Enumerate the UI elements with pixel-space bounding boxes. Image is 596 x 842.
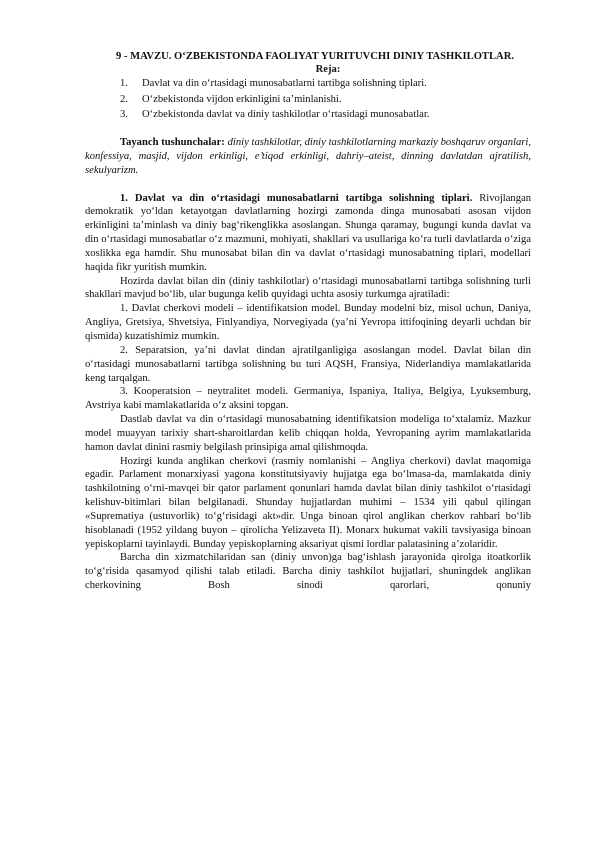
model-1-paragraph: 1. Davlat cherkovi modeli – identifikatsion model. Bunday modelni biz, misol uchun, Daniya, Angliya, Gretsiya, Shvetsiya, Finlyandiya, Norvegiyada (ya’ni Yevropa ittifoqining deyarli uchdan bir qismida) kuzatishimiz mumkin. bbox=[85, 303, 531, 342]
key-concepts-paragraph bbox=[85, 136, 531, 178]
plan-item-number: 1. bbox=[120, 78, 128, 90]
plan-item-number: 3. bbox=[120, 108, 128, 120]
body-paragraph: Barcha din xizmatchilaridan san (diniy unvon)ga bag‘ishlash jarayonida qirolga itoatkorlik to‘g‘risida qasamyod qilishi talab etiladi. Barcha diniy tashkilot hujjatlari, shuningdek anglikan cherkovining Bosh sinodi qarorlari, qonuniy bbox=[85, 552, 531, 592]
spacer bbox=[85, 178, 531, 192]
plan-heading: Reja: bbox=[315, 64, 341, 76]
body-paragraph: Hozirda davlat bilan din (diniy tashkilotlar) o‘rtasidagi munosabatlarni tartibga solishning turli shakllari mavjud bo‘lib, ular bugunga kelib quyidagi uchta asosiy turkumga ajratiladi: bbox=[85, 275, 531, 301]
plan-item-text: O‘zbekistonda davlat va diniy tashkilotlar o‘rtasidagi munosabatlar. bbox=[142, 108, 430, 120]
body-paragraph: Hozirgi kunda anglikan cherkovi (rasmiy nomlanishi – Angliya cherkovi) davlat maqomiga egadir. Parlament monarxiyasi yagona konstitutsiyaviy hujjatga ega bo‘lmasa-da, mamlakatda diniy tashkilotning o‘rni-mavqei bir qator parlament qonunlari hamda davlat bilan diniy tashkilot o‘rtasidagi kelishuv-bitimlari bilan belgilanadi. Shunday hujjatlardan muhimi – 1534 yili qabul qilingan «Suprematiya (ustuvorlik) to‘g‘risidagi akt»dir. Unga binoan qirol anglikan cherkov rahbari bo‘lib hisoblanadi (1952 yildang buyon – qirolicha Yelizaveta II). Monarx hukumat vakili tavsiyasiga binoan yepiskoplarni tayinlaydi. Bunday yepiskoplarning aksariyat qismi lordlar palatasining a’zolaridir. bbox=[85, 455, 531, 550]
plan-item-text: O‘zbekistonda vijdon erkinligini ta’minlanishi. bbox=[142, 93, 342, 105]
plan-item bbox=[120, 107, 531, 122]
spacer bbox=[85, 122, 531, 136]
plan-list bbox=[85, 76, 531, 122]
model-3-paragraph: 3. Kooperatsion – neytralitet modeli. Germaniya, Ispaniya, Italiya, Belgiya, Lyuksemburg, Avstriya kabi mamlakatlarida o‘z aksini topgan. bbox=[85, 386, 531, 412]
key-concepts-label: Tayanch tushunchalar: bbox=[120, 137, 225, 149]
section-1-text: Rivojlangan demokratik yo‘ldan ketayotgan davlatlarning hozirgi zamonda dinga munosabati asosan vijdon erkinligini ta’minlash va diniy bag‘rikenglikka asoslangan. Shunga qaramay, bugungi kunda davlat va din o‘rtasidagi munosabatlar o‘z mazmuni, mohiyati, shakllari va usullariga ko‘ra turli davlatlarda o‘ziga xoslikka ega hamdir. Shu munosabat bilan din va davlat o‘rtasidagi munosabatning tiplari, modellari haqida fikr yuritish mumkin. bbox=[85, 192, 531, 273]
plan-item-number: 2. bbox=[120, 93, 128, 105]
plan-item-text: Davlat va din o‘rtasidagi munosabatlarni tartibga solishning tiplari. bbox=[142, 78, 427, 90]
plan-item bbox=[120, 92, 531, 107]
key-concepts-text: diniy tashkilotlar, diniy tashkilotlarning markaziy boshqaruv organlari, konfessiya, masjid, vijdon erkinligi, e’tiqod erkinligi, dahriy–ateist, dinning davlatdan ajratilish, sekulyarizm. bbox=[85, 137, 531, 176]
plan-item bbox=[120, 76, 531, 91]
body-paragraph: Dastlab davlat va din o‘rtasidagi munosabatning identifikatsion modeliga to‘xtalamiz. Mazkur model muayyan tarixiy shart-sharoitlardan kelib chiqqan holda, Yevropaning ayrim mamlakatlarida hamon davlat dinini rasmiy belgilash prinsipiga amal qilishmoqda. bbox=[85, 414, 531, 453]
document-page bbox=[85, 50, 531, 593]
section-1-paragraph bbox=[85, 192, 531, 275]
page-title: 9 - MAVZU. O‘ZBEKISTONDA FAOLIYAT YURITUVCHI DINIY TASHKILOTLAR. bbox=[115, 51, 515, 62]
model-2-paragraph: 2. Separatsion, ya’ni davlat dindan ajratilganligiga asoslangan model. Davlat bilan din o‘rtasidagi munosabatlarni tartibga solishning bu turi AQSH, Fransiya, Niderlandiya mamlakatlarida keng tarqalgan. bbox=[85, 344, 531, 384]
section-1-heading: 1. Davlat va din o‘rtasidagi munosabatlarni tartibga solishning tiplari. bbox=[120, 192, 473, 204]
